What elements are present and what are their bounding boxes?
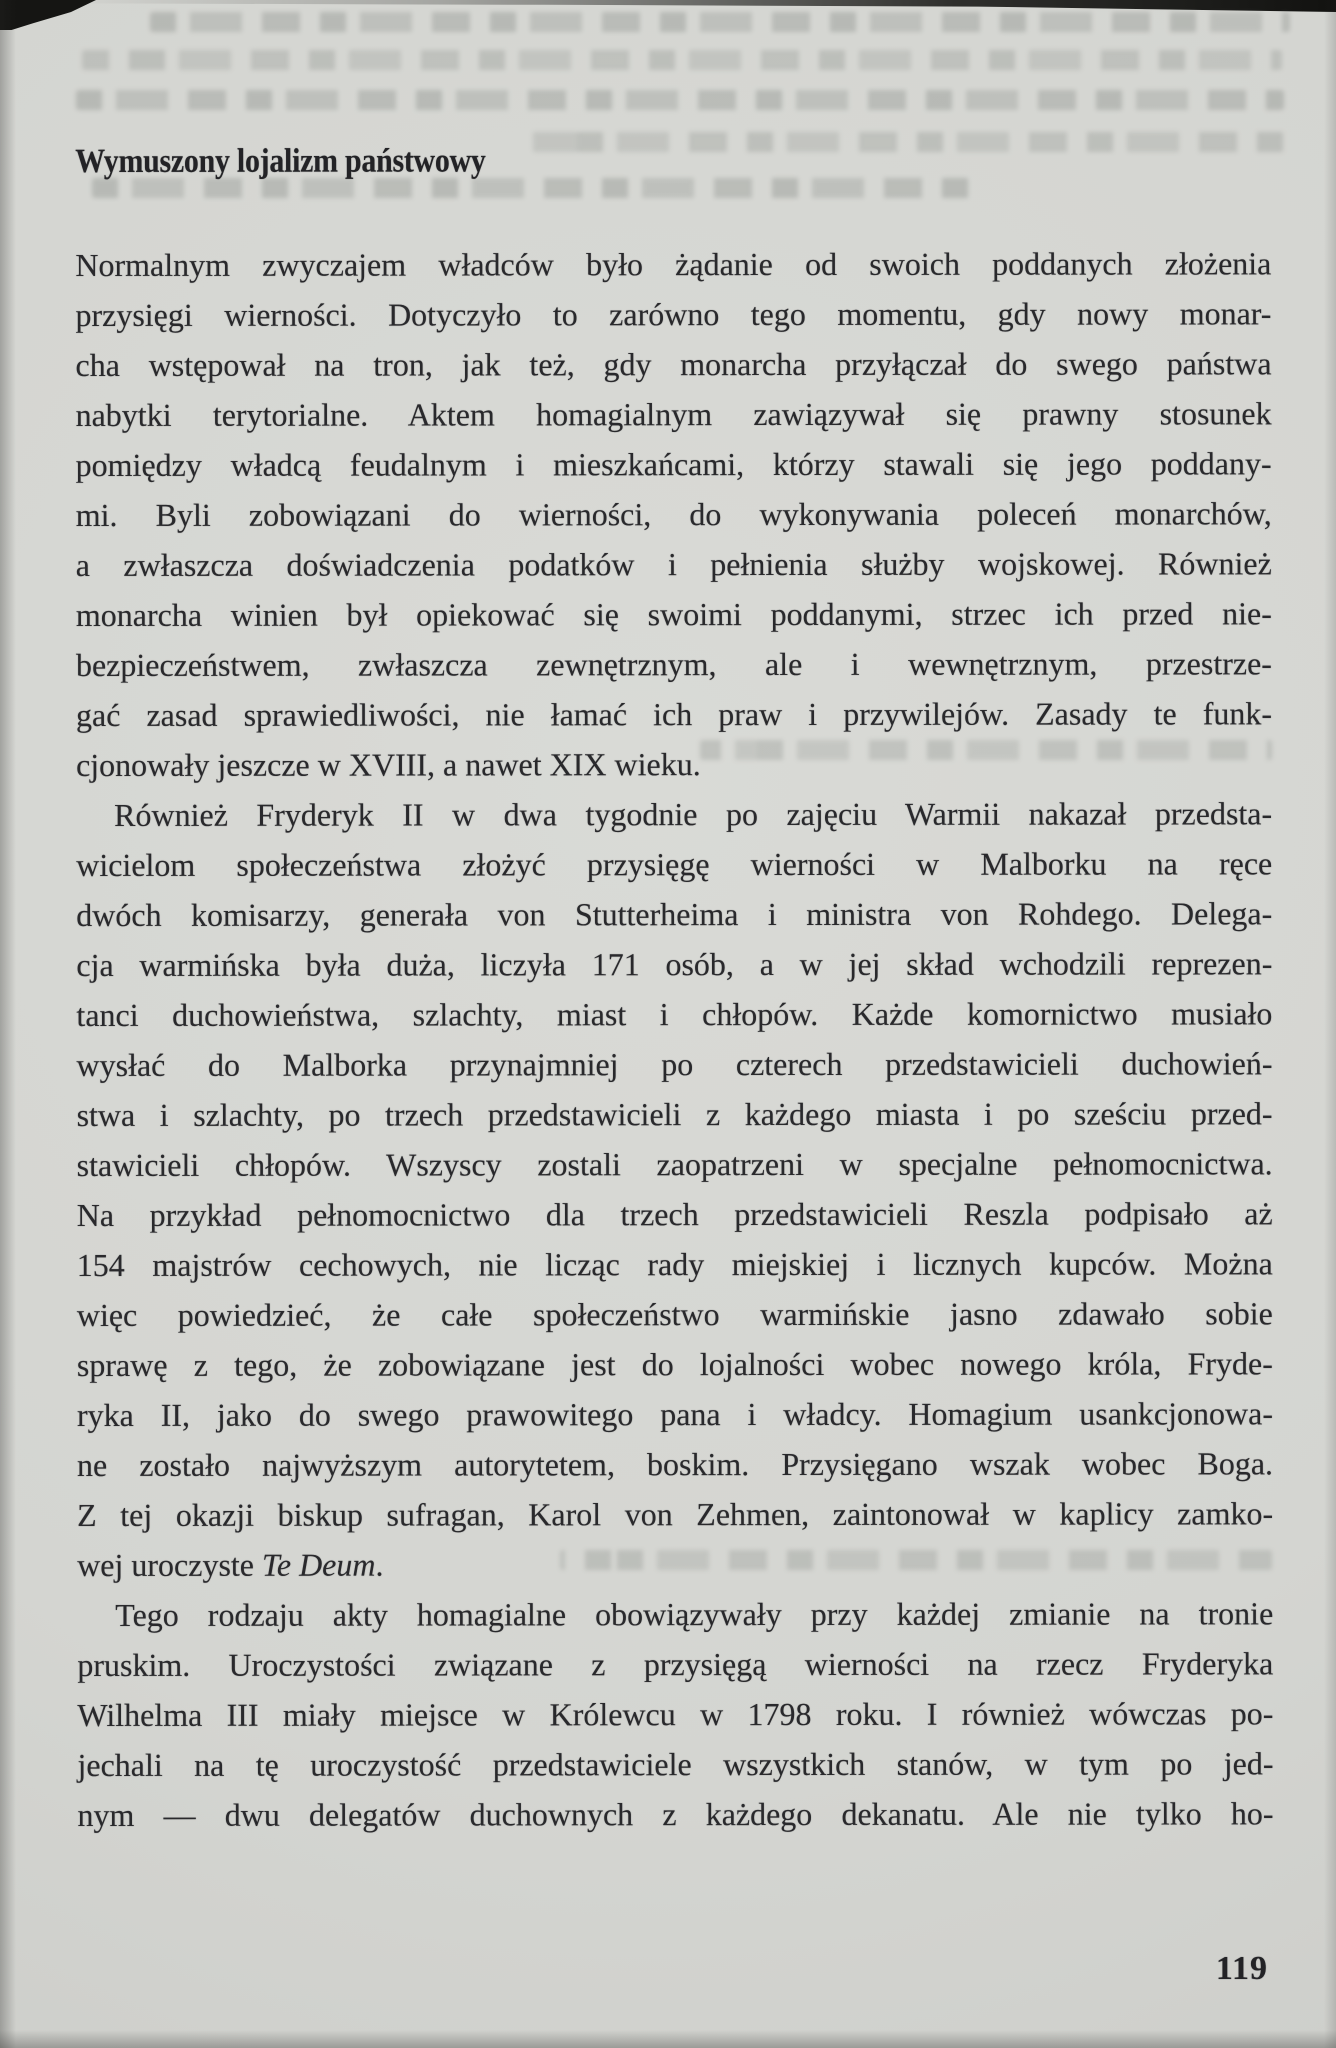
text-line: wysłać do Malborka przynajmniej po czterech przedstawicieli duchowień- xyxy=(76,1045,1273,1083)
text-line: mi. Byli zobowiązani do wierności, do wykonywania poleceń monarchów, xyxy=(75,495,1272,533)
text-line: sprawę z tego, że zobowiązane jest do lojalności wobec nowego króla, Fryde- xyxy=(76,1345,1273,1383)
text-line: więc powiedzieć, że całe społeczeństwo warmińskie jasno zdawało sobie xyxy=(76,1295,1273,1333)
text-line: stwa i szlachty, po trzech przedstawicieli z każdego miasta i po sześciu przed- xyxy=(76,1095,1273,1133)
page-edge-shadow-bottom xyxy=(0,2030,1336,2048)
text-line: dwóch komisarzy, generała von Stutterheima i ministra von Rohdego. Delega- xyxy=(76,895,1273,933)
page-edge-shadow-right xyxy=(1324,0,1336,2048)
text-line: Normalnym zwyczajem władców było żądanie od swoich poddanych złożenia xyxy=(75,245,1272,283)
body-text xyxy=(75,238,1273,1840)
text-line: Tego rodzaju akty homagialne obowiązywały przy każdej zmianie na tronie xyxy=(115,1595,1274,1633)
section-heading: Wymuszony lojalizm państwowy xyxy=(75,142,486,180)
text-line: pruskim. Uroczystości związane z przysięgą wierności na rzecz Fryderyka xyxy=(77,1645,1274,1683)
text-line: bezpieczeństwem, zwłaszcza zewnętrznym, ale i wewnętrznym, przestrze- xyxy=(75,645,1272,683)
text-line: ryka II, jako do swego prawowitego pana i władcy. Homagium usankcjonowa- xyxy=(76,1395,1273,1433)
text-line: monarcha winien był opiekować się swoimi poddanymi, strzec ich przed nie- xyxy=(75,595,1272,633)
page-number: 119 xyxy=(1215,1950,1268,1987)
text-column xyxy=(75,0,1274,1840)
text-line: tanci duchowieństwa, szlachty, miast i chłopów. Każde komornictwo musiało xyxy=(76,995,1273,1033)
text-line xyxy=(77,1538,1273,1590)
text-line: nym — dwu delegatów duchownych z każdego dekanatu. Ale nie tylko ho- xyxy=(77,1795,1274,1833)
text-fragment: wej uroczyste xyxy=(77,1546,263,1583)
text-line: wicielom społeczeństwa złożyć przysięgę wierności w Malborku na ręce xyxy=(76,845,1273,883)
page-edge-shadow-left xyxy=(0,0,16,2048)
text-line: stawicieli chłopów. Wszyscy zostali zaopatrzeni w specjalne pełnomocnictwa. xyxy=(76,1145,1273,1183)
text-line: a zwłaszcza doświadczenia podatków i pełnienia służby wojskowej. Również xyxy=(75,545,1272,583)
body-paragraph xyxy=(77,1588,1273,1840)
text-line: 154 majstrów cechowych, nie licząc rady miejskiej i licznych kupców. Można xyxy=(76,1245,1273,1283)
text-line: Wilhelma III miały miejsce w Królewcu w 1798 roku. I również wówczas po- xyxy=(77,1695,1274,1733)
body-paragraph xyxy=(76,788,1273,1590)
text-line: cja warmińska była duża, liczyła 171 osób, a w jej skład wchodzili reprezen- xyxy=(76,945,1273,983)
text-line: gać zasad sprawiedliwości, nie łamać ich praw i przywilejów. Zasady te funk- xyxy=(75,695,1273,733)
text-line: pomiędzy władcą feudalnym i mieszkańcami, którzy stawali się jego poddany- xyxy=(75,445,1272,483)
text-line: jechali na tę uroczystość przedstawiciele wszystkich stanów, w tym po jed- xyxy=(77,1745,1274,1783)
text-line: Na przykład pełnomocnictwo dla trzech przedstawicieli Reszla podpisało aż xyxy=(76,1195,1273,1233)
text-line: nabytki terytorialne. Aktem homagialnym zawiązywał się prawny stosunek xyxy=(75,395,1272,433)
text-line: przysięgi wierności. Dotyczyło to zarówno tego momentu, gdy nowy monar- xyxy=(75,295,1272,333)
latin-phrase: Te Deum xyxy=(261,1546,376,1583)
text-line: cjonowały jeszcze w XVIII, a nawet XIX wieku. xyxy=(76,746,701,783)
text-line: Z tej okazji biskup sufragan, Karol von Zehmen, zaintonował w kaplicy zamko- xyxy=(77,1495,1274,1533)
text-line: cha wstępował na tron, jak też, gdy monarcha przyłączał do swego państwa xyxy=(75,345,1272,383)
text-fragment: . xyxy=(375,1546,384,1583)
text-line: ne zostało najwyższym autorytetem, boskim. Przysięgano wszak wobec Boga. xyxy=(77,1445,1274,1483)
body-paragraph xyxy=(75,238,1272,790)
text-line: Również Fryderyk II w dwa tygodnie po zajęciu Warmii nakazał przedsta- xyxy=(114,795,1273,833)
